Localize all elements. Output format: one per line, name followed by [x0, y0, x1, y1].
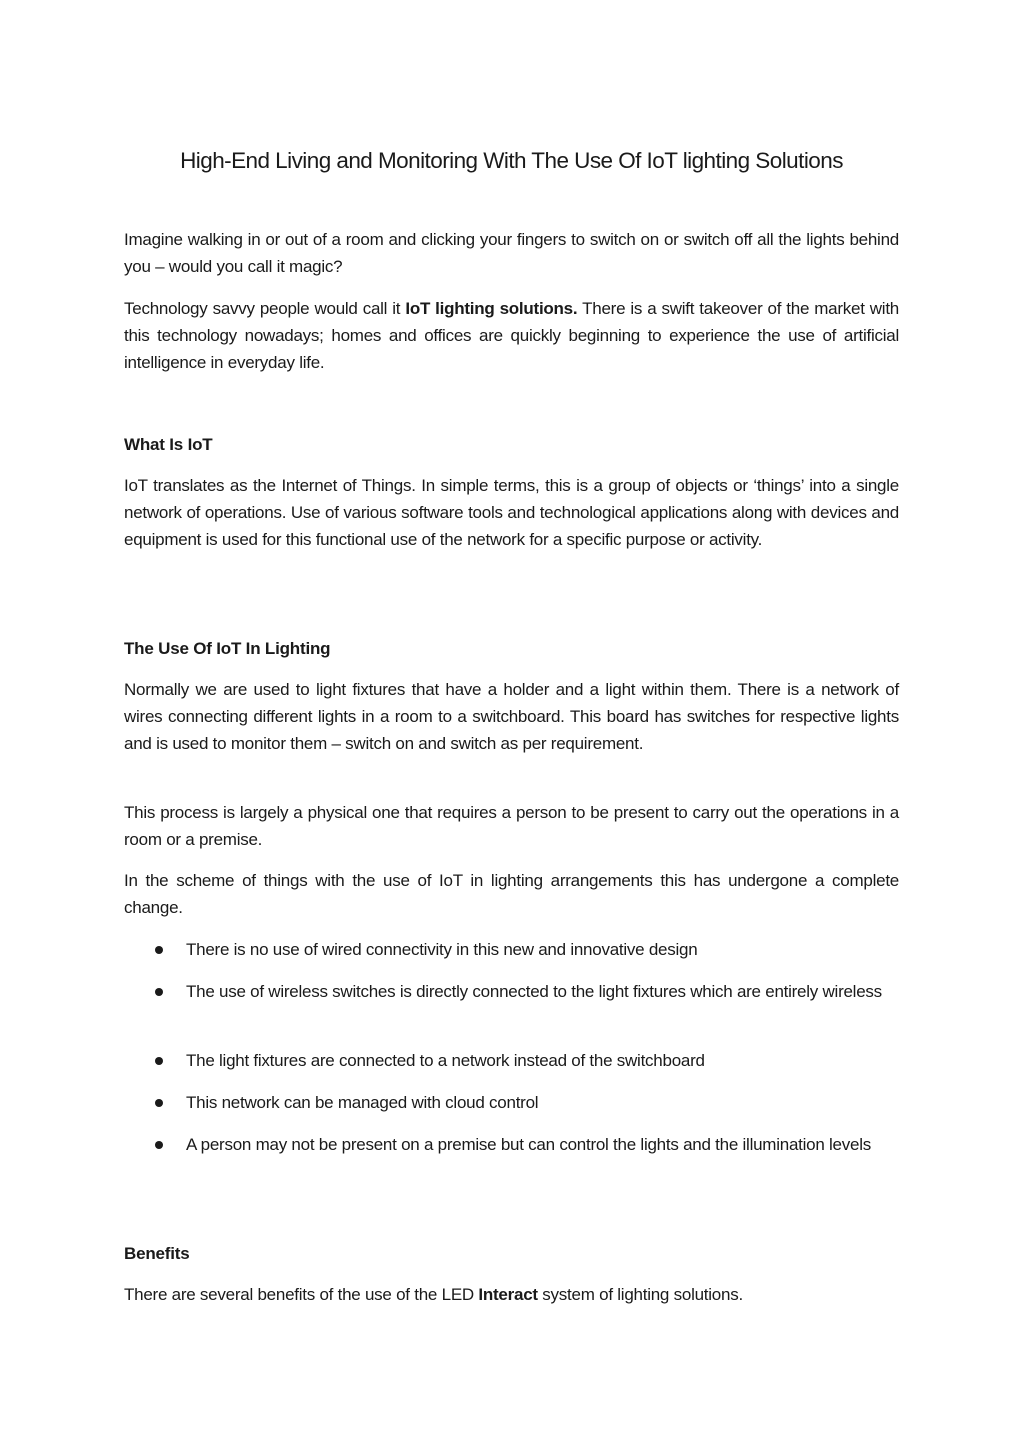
benefits-heading: Benefits	[124, 1244, 190, 1263]
intro-p2-text-end: There is a swift takeover of the market with this technology nowadays; homes and offices are quickly beginning to experience the use of artificial intelligence in everyday life.	[124, 299, 900, 373]
list-item	[124, 1047, 899, 1074]
bullet-list	[124, 1047, 899, 1074]
bullet-list-block-5	[124, 1131, 899, 1158]
what-is-iot-section	[124, 431, 899, 458]
bullet-list-block-2	[124, 978, 899, 1005]
benefits-section	[124, 1240, 899, 1267]
bullet-list	[124, 1131, 899, 1158]
intro-section	[124, 226, 899, 280]
bullet-list-block-4	[124, 1089, 899, 1116]
what-is-iot-body	[124, 472, 899, 554]
benefits-body	[124, 1281, 899, 1308]
use-in-lighting-paragraph-1: Normally we are used to light fixtures that have a holder and a light within them. There is a network of wires connecting different lights in a room to a switchboard. This board has switches for respective lights and is used to monitor them – switch on and switch as per requirement.	[124, 680, 899, 754]
what-is-iot-paragraph: IoT translates as the Internet of Things. In simple terms, this is a group of objects or ‘things’ into a single network of operations. Use of various software tools and technological applications along with devices and equipment is used for this functional use of the network for a specific purpose or activity.	[124, 476, 899, 550]
list-item-text: The use of wireless switches is directly connected to the light fixtures which are entirely wireless	[186, 982, 882, 1001]
bullet-list-block-3	[124, 1047, 899, 1074]
list-item-text: The light fixtures are connected to a network instead of the switchboard	[186, 1051, 705, 1070]
document-title: High-End Living and Monitoring With The Use Of IoT lighting Solutions	[180, 148, 843, 173]
bullet-icon	[155, 988, 163, 996]
intro-p2-bold: IoT lighting solutions.	[405, 299, 578, 318]
benefits-bold: Interact	[478, 1285, 538, 1304]
list-item-text: This network can be managed with cloud control	[186, 1093, 539, 1112]
use-in-lighting-paragraph-2: This process is largely a physical one that requires a person to be present to carry out the operations in a room or a premise.	[124, 803, 899, 850]
use-in-lighting-p3-block	[124, 867, 899, 921]
bullet-list	[124, 1089, 899, 1116]
list-item-text: There is no use of wired connectivity in this new and innovative design	[186, 940, 698, 959]
bullet-icon	[155, 1099, 163, 1107]
bullet-list-block-1	[124, 936, 899, 963]
bullet-icon	[155, 946, 163, 954]
use-in-lighting-paragraph-3: In the scheme of things with the use of IoT in lighting arrangements this has undergone a complete change.	[124, 871, 899, 918]
use-in-lighting-heading: The Use Of IoT In Lighting	[124, 639, 331, 658]
intro-paragraph-2	[124, 295, 899, 377]
benefits-text-end: system of lighting solutions.	[537, 1285, 743, 1304]
intro-paragraph-1: Imagine walking in or out of a room and clicking your fingers to switch on or switch off all the lights behind you – would you call it magic?	[124, 230, 899, 277]
bullet-list	[124, 936, 899, 963]
list-item	[124, 978, 899, 1005]
benefits-paragraph	[124, 1281, 899, 1308]
list-item	[124, 936, 899, 963]
intro-section-2	[124, 295, 899, 377]
use-in-lighting-p2-block	[124, 799, 899, 853]
list-item	[124, 1089, 899, 1116]
use-in-lighting-p1-block	[124, 676, 899, 758]
bullet-list	[124, 978, 899, 1005]
intro-p2-text-start: Technology savvy people would call it	[124, 299, 406, 318]
list-item	[124, 1131, 899, 1158]
list-item-text: A person may not be present on a premise but can control the lights and the illumination levels	[186, 1135, 871, 1154]
benefits-text-start: There are several benefits of the use of the LED	[124, 1285, 479, 1304]
what-is-iot-heading: What Is IoT	[124, 435, 213, 454]
use-in-lighting-section	[124, 635, 899, 662]
bullet-icon	[155, 1141, 163, 1149]
bullet-icon	[155, 1057, 163, 1065]
